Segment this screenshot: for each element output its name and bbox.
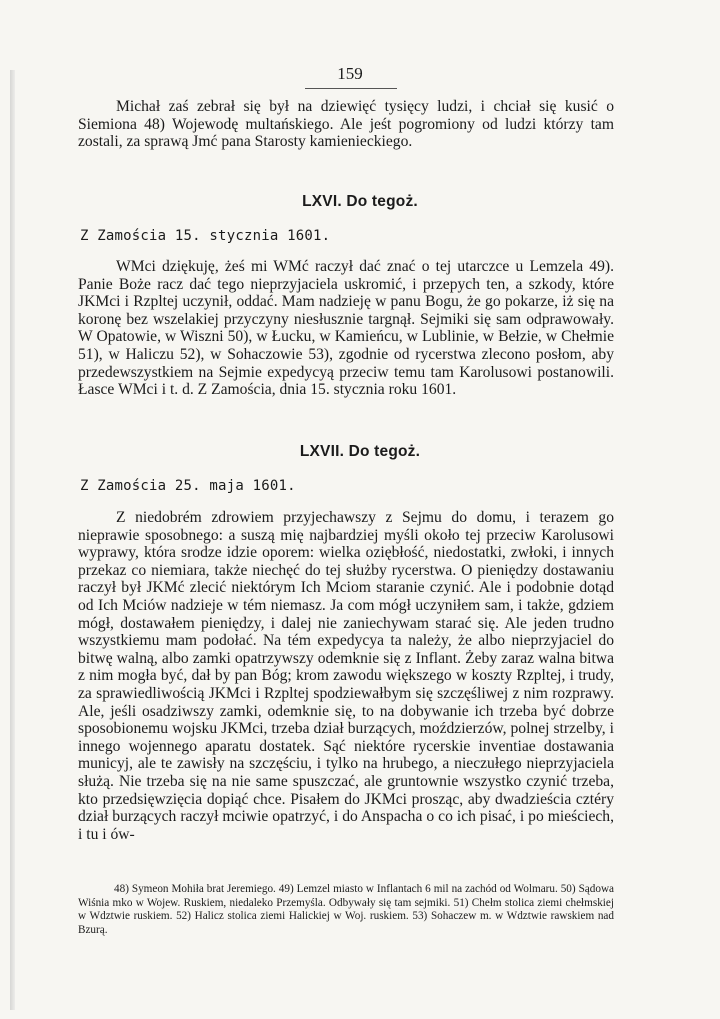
scan-edge-shadow — [10, 70, 15, 1010]
letter-body-lxvi — [78, 258, 614, 399]
page-number: 159 — [337, 64, 363, 83]
letter-paragraph-lxvii: Z niedobrém zdrowiem przyjechawszy z Sejmu do domu, i terazem go nieprawie sposobnego: a suszą mię najbardziej myśli około tej przeciw Karolusowi wyprawy, która srodze idzie oporem: wielka oziębłość, niedostatki, zwłoki, i innych przekaz co niemiara, także niechęć do tej służby rycerstwa. O pieniędzy dostawaniu raczył był JKMć zlecić niektórym Ich Mciom staranie czynić. Ale i podobnie dotąd od Ich Mciów nadzieje w tém niemasz. Ja com mógł uczyniłem sam, i także, gdziem mógł, dostawałem pieniędzy, i dalej nie zaniechywam starać się. Ale jeden trudno wszystkiemu mam podołać. Na tém expedycya ta należy, że albo nieprzyjaciel do bitwę walną, albo zamki opatrzywszy odemknie się z Inflant. Żeby zaraz walna bitwa z nim mogła być, dał by pan Bóg; krom zawodu większego w koszty Rzpltej, i trudy, za sprawiedliwością JKMci i Rzpltej spodziewałbym się szczęśliwej z nim rozprawy. Ale, jeśli osadziwszy zamki, odemknie się, to na dobywanie ich trzeba być dobrze sposobionemu wojsku JKMci, trzeba dział burzących, moździerzów, polnej strzelby, i innego wojennego aparatu dostatek. Sąć niektóre rycerskie inventiae dostawania municyj, ale te zawisły na szczęściu, i tylko na hrubego, a nieczułego nieprzyjaciela służą. Nie trzeba się na nie same spuszczać, ale gruntownie wszystko czynić trzeba, kto przedsięwzięcia dopiąć chce. Pisałem do JKMci prosząc, aby dwadzieścia cztéry dział burzących raczył mciwie opatrzyć, i do Anspacha o co ich pisać, i po mieściech, i tu i ów- — [78, 509, 614, 843]
letter-date-lxvi: Z Zamościa 15. stycznia 1601. — [80, 228, 331, 244]
letter-paragraph-lxvi: WMci dziękuję, żeś mi WMć raczył dać znać o tej utarczce u Lemzela 49). Panie Boże racz dać tego nieprzyjaciela uskromić, i przepych ten, a szkody, które JKMci i Rzpltej uczynił, oddać. Mam nadzieję w panu Bogu, że go pokarze, iż się na koronę bez wszelakiej przyczyny niesłusznie targnął. Sejmiki się sam odprawowały. W Opatowie, w Wiszni 50), w Łucku, w Kamieńcu, w Lublinie, w Bełzie, w Chełmie 51), w Haliczu 52), w Sohaczowie 53), zgodnie od rycerstwa zlecono posłom, aby przedewszystkiem na Sejmie expedycyą przeciw temu tam Karolusowi postanowili. Łasce WMci i t. d. Z Zamościa, dnia 15. stycznia roku 1601. — [78, 258, 614, 399]
letter-body-lxvii — [78, 509, 614, 843]
opening-paragraph: Michał zaś zebrał się był na dziewięć tysięcy ludzi, i chciał się kusić o Siemiona 48) Wojewodę multańskiego. Ale jeśt pogromiony od ludzi którzy tam zostali, za sprawą Jmć pana Starosty kamienieckiego. — [78, 98, 614, 151]
footnote-text: 48) Symeon Mohiła brat Jeremiego. 49) Lemzel miasto w Inflantach 6 mil na zachód od Wolmaru. 50) Sądowa Wiśnia mko w Wojew. Ruskiem, niedaleko Przemyśla. Odbywały się tam sejmiki. 51) Chełm stolica ziemi chełmskiej w Wdztwie ruskiem. 52) Halicz stolica ziemi Halickiej w Woj. ruskiem. 53) Sohaczew m. w Wdztwie rawskiem nad Bzurą. — [78, 883, 614, 936]
letter-heading-lxvii: LXVII. Do tegoż. — [299, 443, 421, 460]
footnotes-block — [78, 883, 614, 937]
letter-heading-lxvi: LXVI. Do tegoż. — [302, 193, 418, 210]
page-number-rule — [305, 88, 397, 89]
letter-date-lxvii: Z Zamościa 25. maja 1601. — [80, 478, 296, 494]
opening-paragraph-block — [78, 98, 614, 151]
